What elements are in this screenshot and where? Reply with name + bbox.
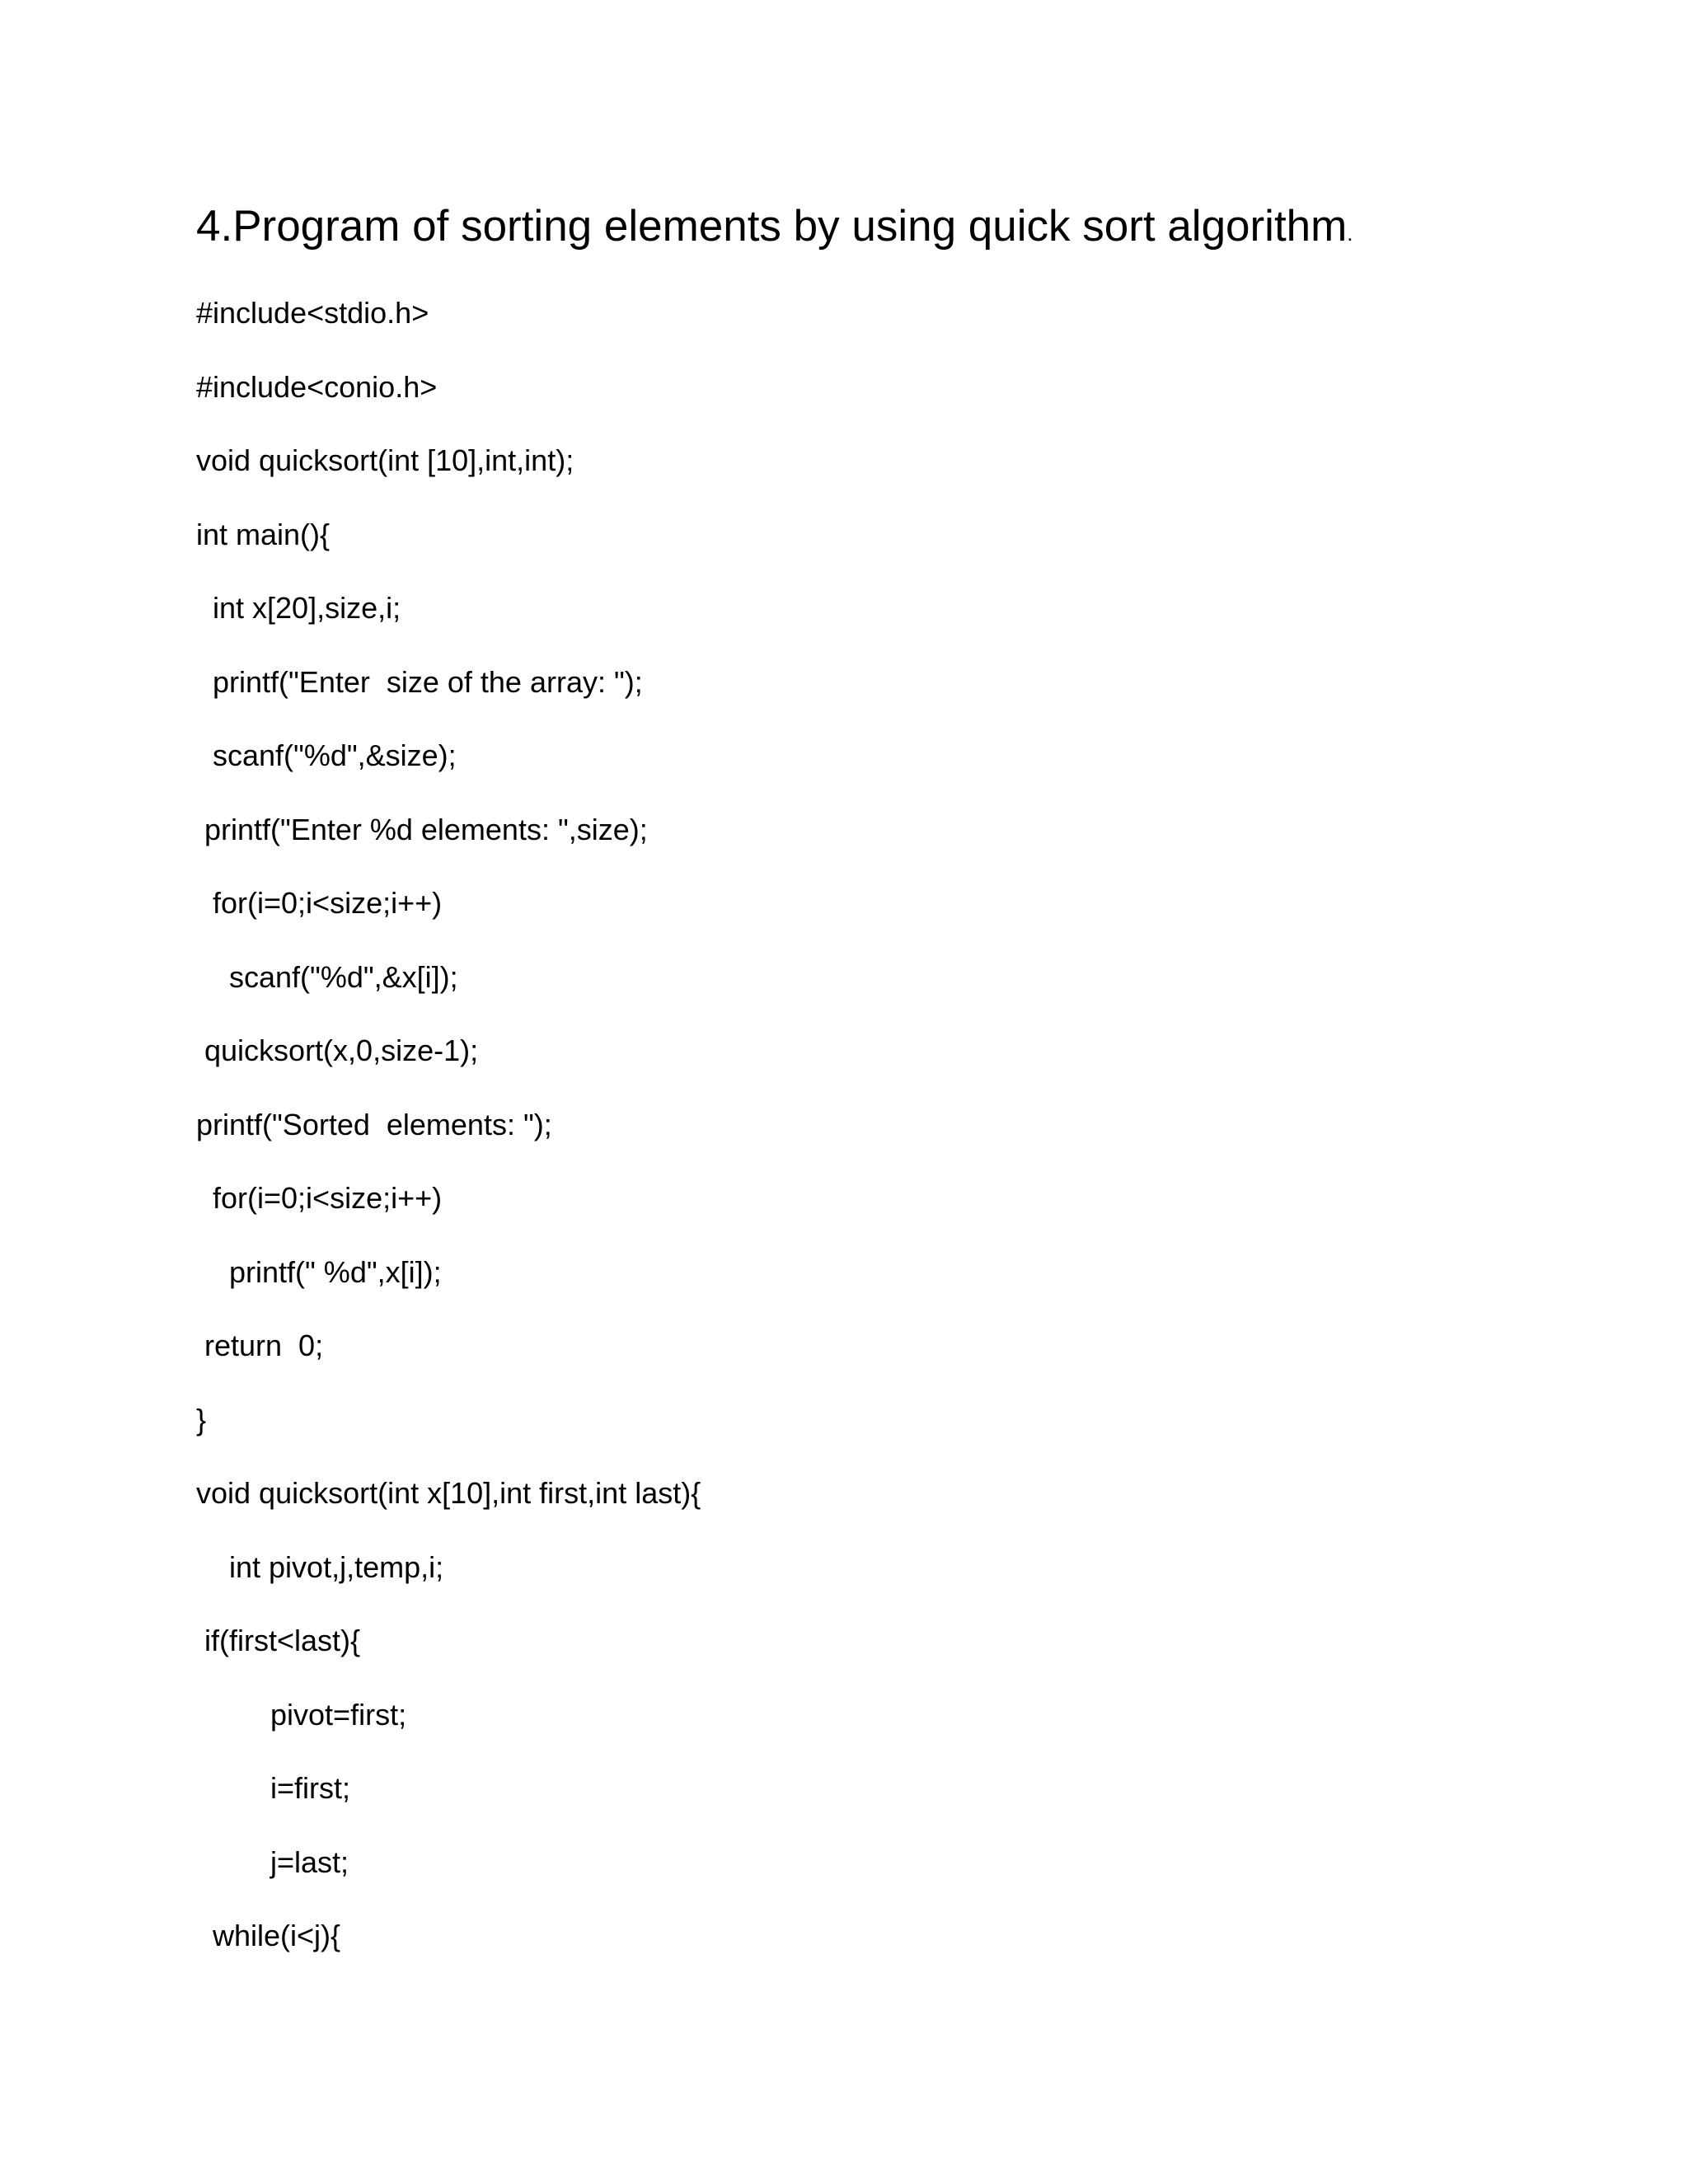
code-line: i=first;: [196, 1771, 351, 1805]
code-line: return 0;: [196, 1329, 324, 1362]
code-line: for(i=0;i<size;i++): [196, 1181, 443, 1215]
code-line: }: [196, 1402, 207, 1436]
title-text: 4.Program of sorting elements by using quick sort algorithm: [196, 202, 1348, 251]
code-line: while(i<j){: [196, 1919, 341, 1952]
title-period: .: [1347, 221, 1353, 246]
code-line: int main(){: [196, 517, 331, 551]
code-line: scanf("%d",&x[i]);: [196, 959, 458, 994]
code-line: #include<conio.h>: [196, 369, 438, 404]
code-line: void quicksort(int [10],int,int);: [196, 443, 574, 477]
document-title: [196, 198, 1353, 262]
code-line: for(i=0;i<size;i++): [196, 886, 443, 920]
code-line: printf("Enter %d elements: ",size);: [196, 812, 648, 846]
code-line: if(first<last){: [196, 1624, 361, 1657]
code-line: pivot=first;: [196, 1697, 407, 1732]
code-line: int pivot,j,temp,i;: [196, 1549, 444, 1584]
code-line: scanf("%d",&size);: [196, 738, 457, 772]
code-line: printf("Sorted elements: ");: [196, 1107, 552, 1141]
code-line: int x[20],size,i;: [196, 591, 401, 625]
code-listing: [196, 293, 701, 1990]
code-line: quicksort(x,0,size-1);: [196, 1033, 479, 1067]
code-line: printf(" %d",x[i]);: [196, 1254, 442, 1289]
code-line: j=last;: [196, 1844, 349, 1879]
code-line: printf("Enter size of the array: ");: [196, 664, 643, 699]
code-line: void quicksort(int x[10],int first,int last){: [196, 1476, 701, 1510]
code-line: #include<stdio.h>: [196, 296, 429, 330]
